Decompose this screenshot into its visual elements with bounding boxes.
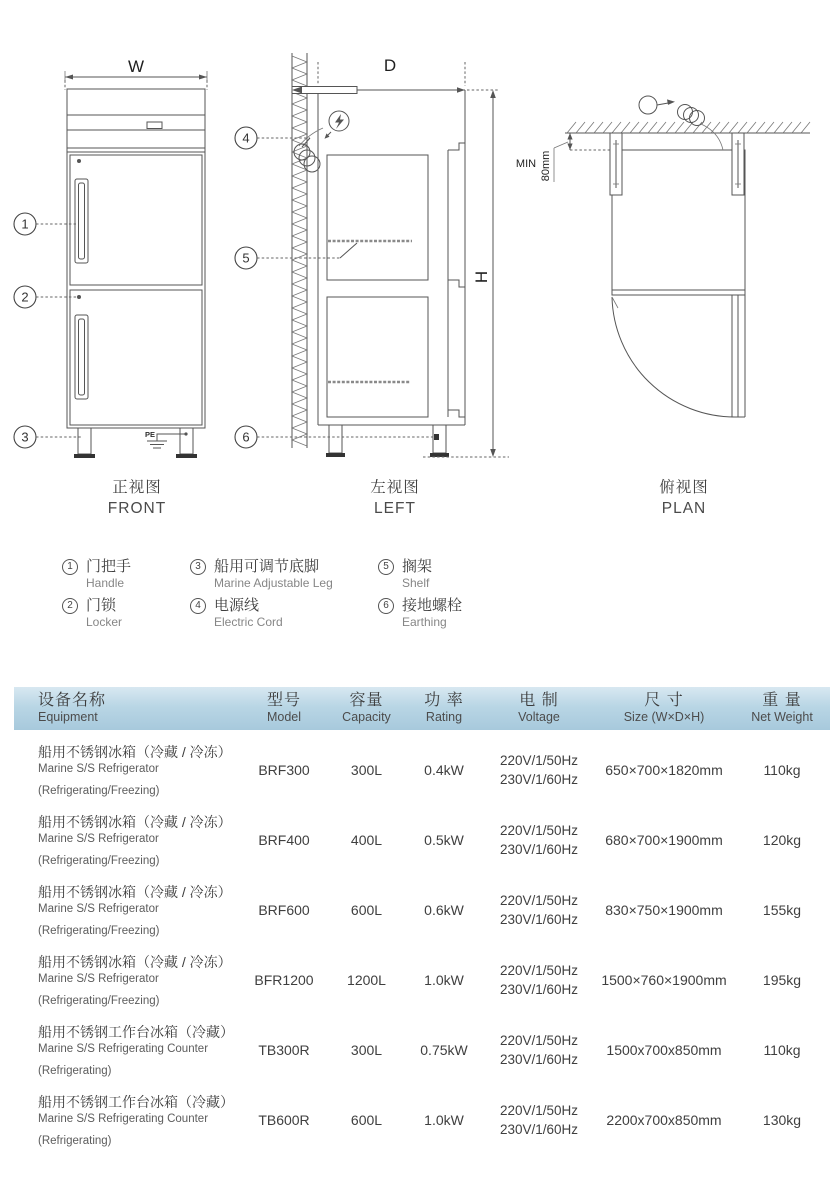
cell-equipment: [14, 953, 239, 1008]
header-label-zh: 电 制: [519, 692, 559, 709]
voltage-line-2: 230V/1/60Hz: [499, 912, 579, 927]
callout-2: [14, 286, 77, 308]
legend-item: [378, 558, 432, 591]
legend-item: [190, 558, 333, 591]
earthing-bolt: [434, 434, 439, 440]
table-header-cell: [734, 692, 830, 725]
svg-text:2: 2: [21, 289, 29, 305]
header-label-en: Net Weight: [751, 710, 813, 724]
header-label-en: Rating: [425, 710, 463, 724]
legend-item: [190, 597, 283, 630]
equipment-name-en: Marine S/S Refrigerator: [38, 972, 159, 985]
table-row: [14, 805, 830, 875]
width-dimension: [65, 57, 207, 90]
cell-rating: 0.75kW: [420, 1042, 468, 1058]
legend-label-zh: 门锁: [86, 597, 117, 614]
dim-h-label: H: [472, 270, 491, 284]
cell-model: BRF300: [258, 762, 310, 778]
cell-rating: 0.4kW: [424, 762, 464, 778]
table-header-cell: [594, 692, 734, 725]
legend-number-badge: 5: [378, 559, 394, 575]
cell-rating: 1.0kW: [424, 1112, 464, 1128]
cell-rating: 1.0kW: [424, 972, 464, 988]
equipment-name-sub: (Refrigerating): [38, 1134, 112, 1147]
legend-label-en: Earthing: [402, 615, 447, 629]
dim-d-label: D: [383, 56, 397, 75]
cabinet-plan-outline: [612, 150, 745, 295]
open-door: [732, 295, 738, 417]
cell-weight: 110kg: [763, 1042, 801, 1058]
equipment-name-zh: 船用不锈钢冰箱（冷藏 / 冷冻）: [38, 743, 232, 760]
voltage-line-2: 230V/1/60Hz: [499, 1122, 579, 1137]
front-view-drawing: [0, 40, 235, 480]
equipment-name-zh: 船用不锈钢冰箱（冷藏 / 冷冻）: [38, 883, 232, 900]
legend-label-en: Shelf: [402, 576, 430, 590]
table-header-cell: [14, 692, 239, 725]
table-header-cell: [404, 692, 484, 725]
cell-equipment: [14, 1023, 239, 1078]
left-caption-zh: 左视图: [370, 479, 420, 496]
legend-label-en: Locker: [86, 615, 123, 629]
voltage-line-1: 220V/1/50Hz: [499, 893, 579, 908]
front-caption-en: FRONT: [107, 500, 167, 517]
equipment-name-sub: (Refrigerating/Freezing): [38, 784, 160, 797]
legend-number-badge: 1: [62, 559, 78, 575]
cell-equipment: [14, 743, 239, 798]
equipment-name-sub: (Refrigerating/Freezing): [38, 924, 160, 937]
upper-door: [70, 155, 202, 285]
plan-caption-en: PLAN: [661, 500, 707, 517]
header-label-zh: 设备名称: [38, 692, 107, 709]
cell-rating: 0.5kW: [424, 832, 464, 848]
cell-voltage: [484, 751, 594, 789]
cell-capacity: 300L: [350, 1042, 383, 1058]
front-view-caption: [108, 477, 166, 519]
voltage-line-1: 220V/1/50Hz: [499, 823, 579, 838]
table-row: [14, 945, 830, 1015]
header-label-en: Model: [266, 710, 302, 724]
voltage-line-1: 220V/1/50Hz: [499, 963, 579, 978]
equipment-name-zh: 船用不锈钢工作台冰箱（冷藏）: [38, 1093, 234, 1110]
cell-model: BFR1200: [254, 972, 314, 988]
lower-lock-dot: [77, 295, 81, 299]
plan-caption-zh: 俯视图: [659, 479, 709, 496]
cell-capacity: 600L: [350, 1112, 383, 1128]
cell-model: TB300R: [258, 1042, 310, 1058]
header-label-zh: 容量: [349, 692, 384, 709]
legend-item: [378, 597, 462, 630]
cell-capacity: 300L: [350, 762, 383, 778]
cell-equipment: [14, 813, 239, 868]
cell-rating: 0.6kW: [424, 902, 464, 918]
plan-view-caption: [659, 477, 709, 519]
cell-model: BRF600: [258, 902, 310, 918]
left-legs: [326, 425, 509, 457]
equipment-name-en: Marine S/S Refrigerating Counter: [38, 1042, 209, 1055]
equipment-name-zh: 船用不锈钢冰箱（冷藏 / 冷冻）: [38, 813, 232, 830]
header-label-en: Size (W×D×H): [623, 710, 705, 724]
header-label-zh: 功 率: [424, 692, 464, 709]
clearance-label: 80mm: [540, 150, 552, 182]
legend-label-zh: 搁架: [402, 558, 433, 575]
spec-table: [14, 687, 830, 1155]
legend-number-badge: 2: [62, 598, 78, 614]
cell-voltage: [484, 1101, 594, 1139]
left-view-drawing: [235, 40, 515, 480]
voltage-line-2: 230V/1/60Hz: [499, 772, 579, 787]
cell-capacity: 600L: [350, 902, 383, 918]
table-header-cell: [329, 692, 404, 725]
front-view-figure: [0, 40, 235, 485]
callout-6: [235, 426, 439, 448]
control-display: [147, 122, 162, 129]
cell-size: 2200x700x850mm: [606, 1112, 722, 1128]
equipment-name-en: Marine S/S Refrigerator: [38, 762, 159, 775]
cell-equipment: [14, 883, 239, 938]
voltage-line-2: 230V/1/60Hz: [499, 1052, 579, 1067]
header-label-zh: 型号: [266, 692, 301, 709]
table-row: [14, 1015, 830, 1085]
legend-label-zh: 接地螺栓: [402, 597, 463, 614]
cell-voltage: [484, 891, 594, 929]
equipment-name-sub: (Refrigerating/Freezing): [38, 854, 160, 867]
cell-voltage: [484, 1031, 594, 1069]
cell-size: 1500×760×1900mm: [601, 972, 727, 988]
cell-voltage: [484, 821, 594, 859]
legend-item: [62, 558, 131, 591]
table-header-cell: [484, 692, 594, 725]
cell-weight: 120kg: [762, 832, 802, 848]
header-label-zh: 尺 寸: [644, 692, 684, 709]
cell-size: 830×750×1900mm: [605, 902, 723, 918]
table-row: [14, 1085, 830, 1155]
header-label-en: Voltage: [518, 710, 560, 724]
legend-label-zh: 门把手: [86, 558, 132, 575]
left-view-figure: [235, 40, 515, 485]
cell-voltage: [484, 961, 594, 999]
legend-item: [62, 597, 122, 630]
front-legs: [74, 428, 197, 458]
svg-text:1: 1: [21, 216, 29, 232]
legend-label-zh: 电源线: [214, 597, 260, 614]
cell-capacity: 1200L: [347, 972, 386, 988]
voltage-line-1: 220V/1/50Hz: [499, 753, 579, 768]
voltage-line-2: 230V/1/60Hz: [499, 842, 579, 857]
equipment-name-zh: 船用不锈钢工作台冰箱（冷藏）: [38, 1023, 234, 1040]
lower-handle: [75, 315, 88, 399]
equipment-name-sub: (Refrigerating/Freezing): [38, 994, 160, 1007]
voltage-line-1: 220V/1/50Hz: [499, 1033, 579, 1048]
min-label: MIN: [515, 158, 537, 170]
plan-view-drawing: [505, 60, 830, 480]
left-caption-en: LEFT: [374, 500, 416, 517]
legend-label-en: Handle: [86, 576, 125, 590]
legend-label-en: Marine Adjustable Leg: [214, 576, 333, 590]
height-dimension: [467, 90, 499, 457]
equipment-name-en: Marine S/S Refrigerating Counter: [38, 1112, 209, 1125]
wall-plan: [565, 122, 810, 133]
svg-text:5: 5: [242, 250, 250, 266]
pe-label: PE: [144, 430, 155, 439]
cell-model: TB600R: [258, 1112, 310, 1128]
cabinet-front-outline: [67, 89, 205, 428]
table-row: [14, 875, 830, 945]
equipment-name-en: Marine S/S Refrigerator: [38, 832, 159, 845]
cell-equipment: [14, 1093, 239, 1148]
wall-section: [292, 53, 307, 448]
upper-compartment: [327, 155, 428, 280]
table-body: [14, 735, 830, 1155]
upper-handle: [75, 179, 88, 263]
depth-dimension: [292, 56, 465, 94]
header-label-en: Equipment: [38, 710, 98, 724]
table-header-cell: [239, 692, 329, 725]
cell-size: 680×700×1900mm: [605, 832, 723, 848]
plan-view-figure: [505, 60, 830, 485]
voltage-line-2: 230V/1/60Hz: [499, 982, 579, 997]
svg-text:3: 3: [21, 429, 29, 445]
callout-3: [14, 426, 82, 448]
plug-icon: [639, 96, 675, 114]
cell-model: BRF400: [258, 832, 310, 848]
voltage-line-1: 220V/1/50Hz: [499, 1103, 579, 1118]
callout-5: [235, 243, 357, 269]
equipment-name-zh: 船用不锈钢冰箱（冷藏 / 冷冻）: [38, 953, 232, 970]
legend-number-badge: 4: [190, 598, 206, 614]
legend-label-zh: 船用可调节底脚: [214, 558, 320, 575]
header-label-zh: 重 量: [762, 692, 802, 709]
cell-weight: 110kg: [763, 762, 801, 778]
cell-weight: 155kg: [762, 902, 802, 918]
cell-size: 650×700×1820mm: [605, 762, 723, 778]
cell-size: 1500x700x850mm: [606, 1042, 722, 1058]
cell-weight: 130kg: [762, 1112, 802, 1128]
dim-w-label: W: [127, 57, 145, 76]
equipment-name-en: Marine S/S Refrigerator: [38, 902, 159, 915]
legend-number-badge: 3: [190, 559, 206, 575]
legend-number-badge: 6: [378, 598, 394, 614]
table-row: [14, 735, 830, 805]
power-cord-coil: [294, 128, 323, 172]
power-symbol-icon: [325, 111, 350, 139]
svg-text:6: 6: [242, 429, 250, 445]
upper-lock-dot: [77, 159, 81, 163]
table-header-row: [14, 687, 830, 730]
lower-compartment: [327, 297, 428, 417]
front-caption-zh: 正视图: [112, 479, 162, 496]
header-label-en: Capacity: [342, 710, 391, 724]
lower-door: [70, 290, 202, 425]
earthing-symbol: [145, 430, 188, 448]
door-swing: [612, 295, 745, 417]
left-view-caption: [370, 477, 420, 519]
equipment-name-sub: (Refrigerating): [38, 1064, 112, 1077]
svg-text:4: 4: [242, 130, 250, 146]
cell-capacity: 400L: [350, 832, 383, 848]
clearance-dimension: [516, 133, 612, 182]
cell-weight: 195kg: [762, 972, 802, 988]
legend-label-en: Electric Cord: [214, 615, 283, 629]
